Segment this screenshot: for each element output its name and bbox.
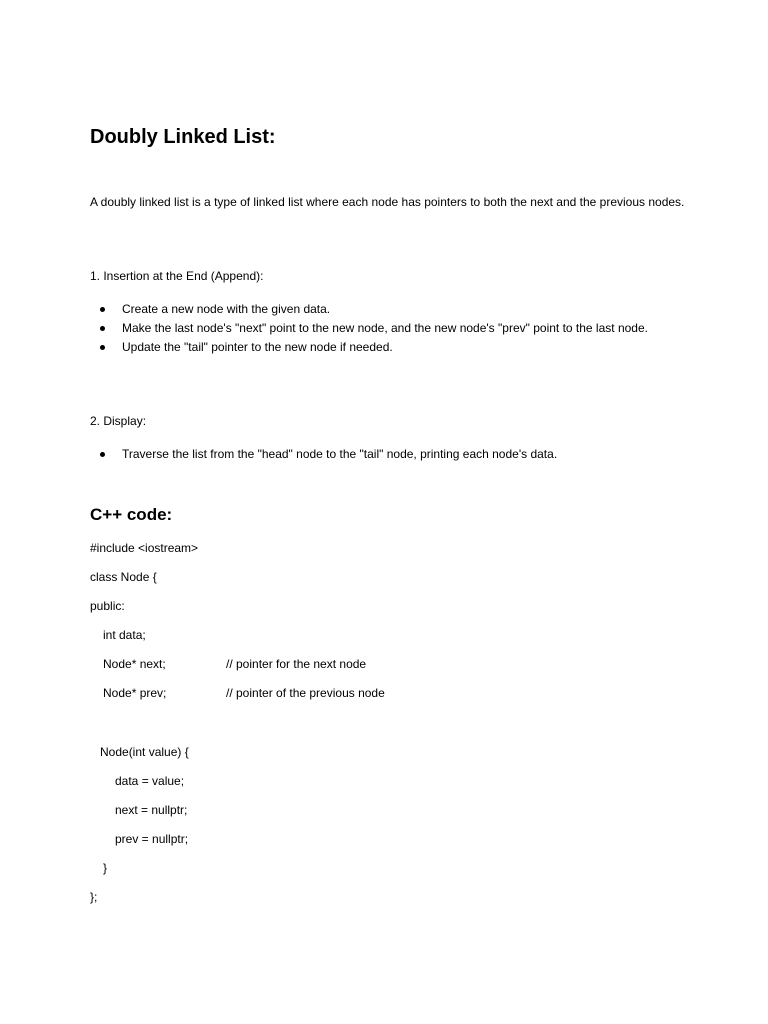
display-bullet-list	[100, 445, 662, 464]
code-comment-next: // pointer for the next node	[226, 657, 367, 671]
list-item-text: Create a new node with the given data.	[122, 302, 331, 316]
list-item	[100, 319, 662, 338]
code-line-constructor: Node(int value) {	[100, 745, 189, 759]
bullet-icon	[100, 345, 105, 350]
code-heading: C++ code:	[90, 505, 173, 524]
code-line-next-decl: Node* next;	[103, 657, 166, 671]
code-line-public: public:	[90, 599, 125, 613]
code-line-include: #include <iostream>	[90, 541, 199, 555]
code-line-assign-next: next = nullptr;	[115, 803, 188, 817]
bullet-icon	[100, 307, 105, 312]
page-title: Doubly Linked List:	[90, 126, 276, 148]
code-line-close-constructor: }	[103, 861, 108, 875]
bullet-icon	[100, 326, 105, 331]
list-item-text: Traverse the list from the "head" node to the "tail" node, printing each node's data.	[122, 447, 558, 461]
list-item-text: Make the last node's "next" point to the new node, and the new node's "prev" point to the last node.	[122, 321, 648, 335]
insertion-bullet-list	[100, 300, 662, 357]
list-item-text: Update the "tail" pointer to the new node if needed.	[122, 340, 393, 354]
list-item	[100, 445, 662, 464]
code-line-assign-prev: prev = nullptr;	[115, 832, 189, 846]
code-line-prev-decl: Node* prev;	[103, 686, 167, 700]
list-item	[100, 338, 662, 357]
code-line-assign-data: data = value;	[115, 774, 185, 788]
section-insertion-heading: 1. Insertion at the End (Append):	[90, 269, 264, 283]
code-line-close-class: };	[90, 890, 98, 904]
code-comment-prev: // pointer of the previous node	[226, 686, 385, 700]
code-line-int-data: int data;	[103, 628, 146, 642]
code-line-class: class Node {	[90, 570, 157, 584]
intro-paragraph: A doubly linked list is a type of linked list where each node has pointers to both the next and the previous nodes.	[90, 195, 685, 209]
list-item	[100, 300, 662, 319]
section-display-heading: 2. Display:	[90, 414, 147, 428]
bullet-icon	[100, 452, 105, 457]
